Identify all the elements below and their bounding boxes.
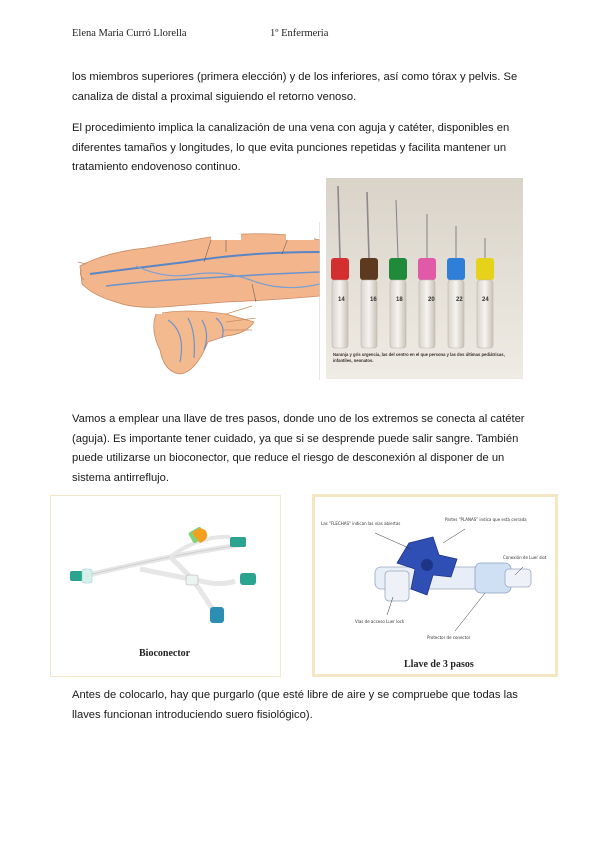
catheter-needles-drawing bbox=[326, 178, 523, 379]
header-course: 1º Enfermeria bbox=[270, 28, 329, 39]
paragraph-limbs: los miembros superiores (primera elección) y de los inferiores, así como tórax y pelvis. Se canaliza de distal a proximal siguiendo el retorno venoso. bbox=[72, 71, 518, 103]
gauge-label: 24 bbox=[482, 297, 489, 303]
label-arrows-open: Las "FLECHAS" indican las vías abiertas bbox=[321, 521, 401, 526]
gauge-label: 18 bbox=[396, 297, 403, 303]
gauge-label: 22 bbox=[456, 297, 463, 303]
catheter-sizes-photo bbox=[326, 178, 523, 379]
label-luer-slot: Conexión de Luer slot bbox=[503, 555, 547, 560]
arm-veins-illustration bbox=[76, 222, 320, 380]
stopcock-drawing bbox=[315, 497, 555, 657]
gauge-label: 14 bbox=[338, 297, 345, 303]
bioconector-figure bbox=[50, 495, 281, 677]
label-flat-closed: Partes "PLANAS" indica que está cerrada bbox=[445, 517, 527, 522]
bioconector-drawing bbox=[50, 495, 281, 645]
header-author: Elena Maria Curró Llorella bbox=[72, 28, 187, 39]
gauge-label: 16 bbox=[370, 297, 377, 303]
gauge-label: 20 bbox=[428, 297, 435, 303]
page-header bbox=[72, 28, 542, 42]
label-access-luer-lock: Vías de acceso Luer lock bbox=[355, 619, 405, 624]
three-way-stopcock-figure bbox=[312, 494, 558, 677]
arm-veins-drawing bbox=[76, 222, 320, 380]
paragraph-purge: Antes de colocarlo, hay que purgarlo (que esté libre de aire y se compruebe que todas las llaves funcionan introduciendo suero fisiológico). bbox=[72, 689, 518, 721]
bioconector-caption: Bioconector bbox=[139, 648, 191, 659]
catheter-photo-caption: Naranja y gris urgencia, las del centro en el que persona y las dos últimas pediátricas, infantiles, neonatos. bbox=[333, 352, 505, 363]
paragraph-three-way-valve: Vamos a emplear una llave de tres pasos, donde uno de los extremos se conecta al catéter (aguja). Es importante tener cuidado, ya que si se desprende puede salir sangre. También puede utilizarse un bioconector, que reduce el riesgo de desconexión al disponer de un sistema antirreflujo. bbox=[72, 413, 525, 484]
gauge-labels bbox=[334, 297, 518, 307]
paragraph-procedure: El procedimiento implica la canalización de una vena con aguja y catéter, disponibles en diferentes tamaños y longitudes, lo que evita punciones repetidas y facilita mantener un tratamiento endovenoso continuo. bbox=[72, 122, 510, 174]
stopcock-caption: Llave de 3 pasos bbox=[404, 659, 474, 670]
label-connector-protector: Protector de conector bbox=[427, 635, 471, 640]
